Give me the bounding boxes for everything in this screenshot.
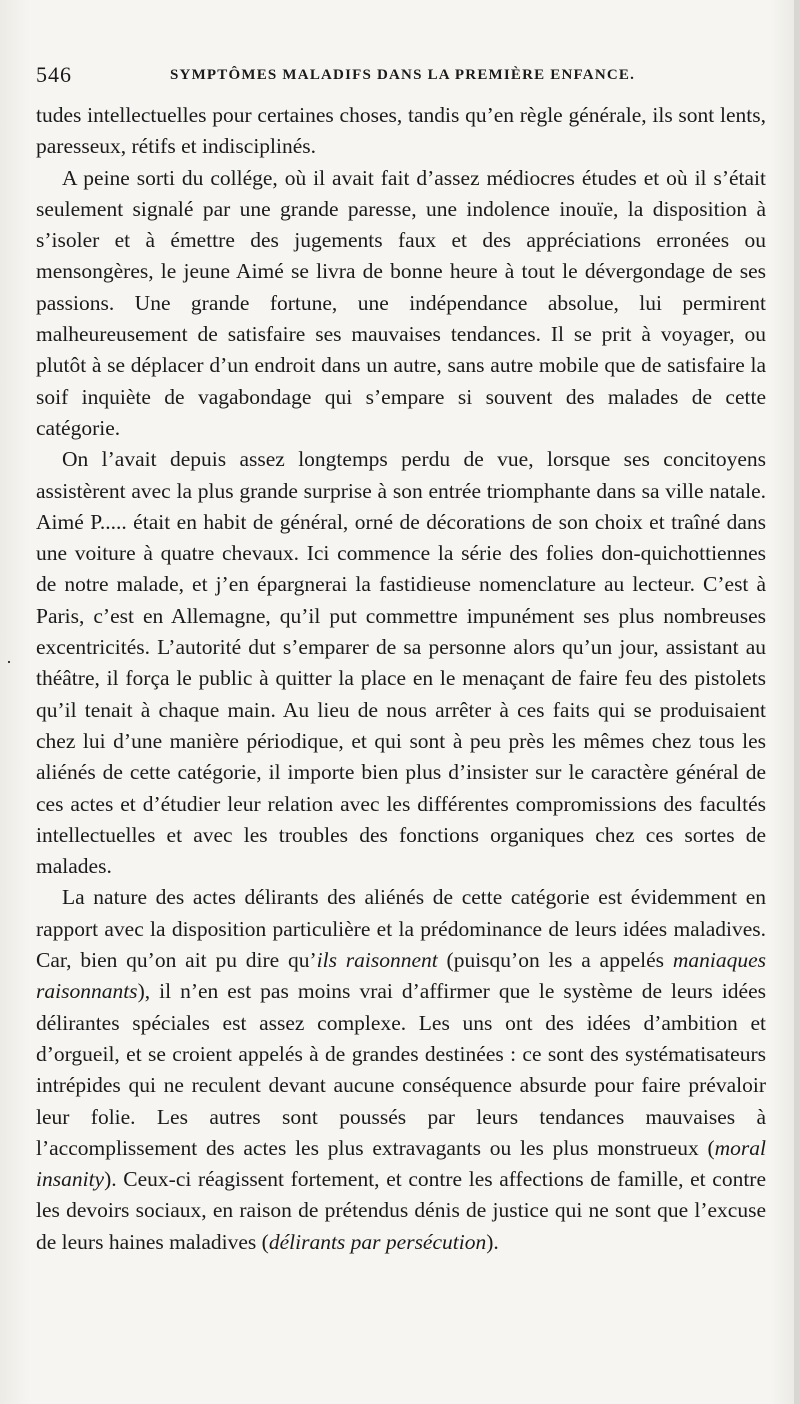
text-segment: (puisqu’on les a appelés: [437, 948, 673, 973]
paragraph-college: A peine sorti du collége, où il avait fait d’assez médiocres études et où il s’était seulement signalé par une grande paresse, une indolence inouïe, la disposition à s’isoler et à émettre des jugements faux et des appréciations erronées ou mensongères, le jeune Aimé se livra de bonne heure à tout le dévergondage de ses passions. Une grande fortune, une indépendance absolue, lui permirent malheureusement de satisfaire ses mauvaises tendances. Il se prit à voyager, ou plutôt à se déplacer d’un endroit dans un autre, sans autre mobile que de satisfaire la soif inquiète de vagabondage qui s’empare si souvent des malades de cette catégorie.: [36, 165, 766, 440]
running-title: SYMPTÔMES MALADIFS DANS LA PREMIÈRE ENFANCE.: [170, 67, 636, 83]
page-edge-shadow: [794, 0, 800, 1404]
margin-dot-mark: ·: [6, 652, 12, 672]
page-header: [36, 62, 766, 92]
italic-term-delirants-persecution: délirants par persécution: [268, 1229, 487, 1254]
page-number: 546: [36, 62, 72, 87]
text-segment: ).: [486, 1229, 499, 1254]
italic-term-maniaques-raisonnants: maniaques raisonnants: [36, 948, 766, 1004]
text-segment: ), il n’en est pas moins vrai d’affirmer que le système de leurs idées délirantes spéciales est assez complexe. Les uns ont des idées d’ambition et d’orgueil, et se croient appelés à de grandes destinées : ce sont des systématisateurs intrépides qui ne reculent devant aucune conséquence absurde pour faire prévaloir leur folie. Les autres sont poussés par leurs tendances mauvaises à l’accomplissement des actes les plus extravagants ou les plus monstrueux (: [36, 979, 766, 1160]
text-segment: La nature des actes délirants des aliénés de cette catégorie est évidemment en rapport avec la disposition particulière et la prédominance de leurs idées maladives. Car, bien qu’on ait pu dire qu’: [36, 885, 766, 973]
italic-term-moral-insanity: moral insanity: [36, 1135, 766, 1192]
text-segment: ). Ceux-ci réagissent fortement, et contre les affections de famille, et contre les devoirs sociaux, en raison de prétendus dénis de justice qui ne sont que l’excuse de leurs haines maladives (: [36, 1167, 766, 1254]
paragraph-nature-actes: [36, 882, 766, 1258]
body-text: [36, 100, 766, 1258]
paragraph-continued: tudes intellectuelles pour certaines choses, tandis qu’en règle générale, ils sont lents, paresseux, rétifs et indisciplinés.: [36, 103, 766, 159]
italic-term-ils-raisonnent: ils raisonnent: [316, 948, 438, 973]
paragraph-excentricites: On l’avait depuis assez longtemps perdu de vue, lorsque ses concitoyens assistèrent avec la plus grande surprise à son entrée triomphante dans sa ville natale. Aimé P..... était en habit de général, orné de décorations de son choix et traîné dans une voiture à quatre chevaux. Ici commence la série des folies don-quichottiennes de notre malade, et j’en épargnerai la fastidieuse nomenclature au lecteur. C’est à Paris, c’est en Allemagne, qu’il put commettre impunément ses plus nombreuses excentricités. L’autorité dut s’emparer de sa personne alors qu’un jour, assistant au théâtre, il força le public à quitter la place en le menaçant de faire feu des pistolets qu’il tenait à chaque main. Au lieu de nous arrêter à ces faits qui se produisaient chez lui d’une manière périodique, et qui sont à peu près les mêmes chez tous les aliénés de cette catégorie, il importe bien plus d’insister sur le caractère général de ces actes et d’étudier leur relation avec les différentes compromissions des facultés intellectuelles et avec les troubles des fonctions organiques chez ces sortes de malades.: [36, 447, 766, 879]
